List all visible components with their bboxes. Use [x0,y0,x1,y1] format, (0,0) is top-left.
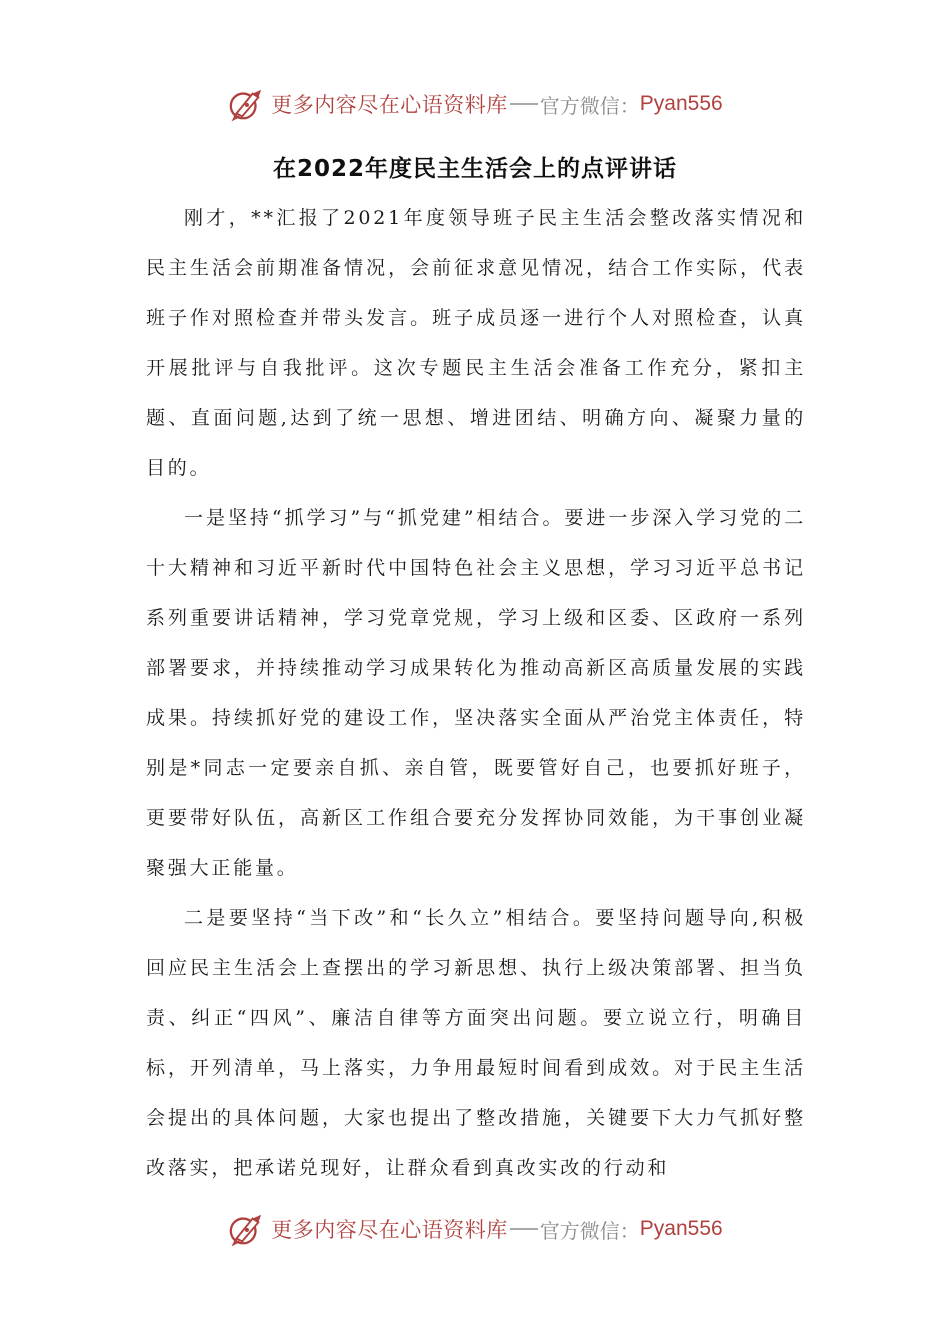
paragraph-point-two: 二是要坚持“当下改”和“长久立”相结合。要坚持问题导向,积极回应民主生活会上查摆出的学习新思想、执行上级决策部署、担当负责、纠正“四风”、廉洁自律等方面突出问题。要立说立行，明确目标，开列清单，马上落实，力争用最短时间看到成效。对于民主生活会提出的具体问题，大家也提出了整改措施，关键要下大力气抓好整改落实，把承诺兑现好，让群众看到真改实改的行动和 [146,907,806,1179]
footer-watermark-banner [0,1207,950,1251]
banner-site-text: 更多内容尽在心语资料库 [271,93,508,117]
banner-dash-divider [510,1228,538,1230]
banner-official-label: 官方微信： [539,1218,640,1243]
banner-wechat-id: Pyan556 [639,1217,723,1240]
banner-wechat-id: Pyan556 [639,92,723,115]
paragraph-intro: 刚才，**汇报了2021年度领导班子民主生活会整改落实情况和民主生活会前期准备情况，会前征求意见情况，结合工作实际，代表班子作对照检查并带头发言。班子成员逐一进行个人对照检查，认真开展批评与自我批评。这次专题民主生活会准备工作充分，紧扣主题、直面问题,达到了统一思想、增进团结、明确方向、凝聚力量的目的。 [146,207,806,479]
document-body [146,193,806,1193]
banner-dash-divider [510,103,538,105]
document-title: 在2022年度民主生活会上的点评讲话 [272,156,677,182]
header-watermark-banner [0,82,950,126]
pen-nib-logo-icon [227,85,265,123]
paragraph-point-one: 一是坚持“抓学习”与“抓党建”相结合。要进一步深入学习党的二十大精神和习近平新时代中国特色社会主义思想，学习习近平总书记系列重要讲话精神，学习党章党规，学习上级和区委、区政府一系列部署要求，并持续推动学习成果转化为推动高新区高质量发展的实践成果。持续抓好党的建设工作，坚决落实全面从严治党主体责任，特别是*同志一定要亲自抓、亲自管，既要管好自己，也要抓好班子，更要带好队伍，高新区工作组合要充分发挥协同效能，为干事创业凝聚强大正能量。 [146,507,806,879]
banner-site-text: 更多内容尽在心语资料库 [271,1218,508,1242]
pen-nib-logo-icon [227,1210,265,1248]
banner-official-label: 官方微信： [539,93,640,118]
